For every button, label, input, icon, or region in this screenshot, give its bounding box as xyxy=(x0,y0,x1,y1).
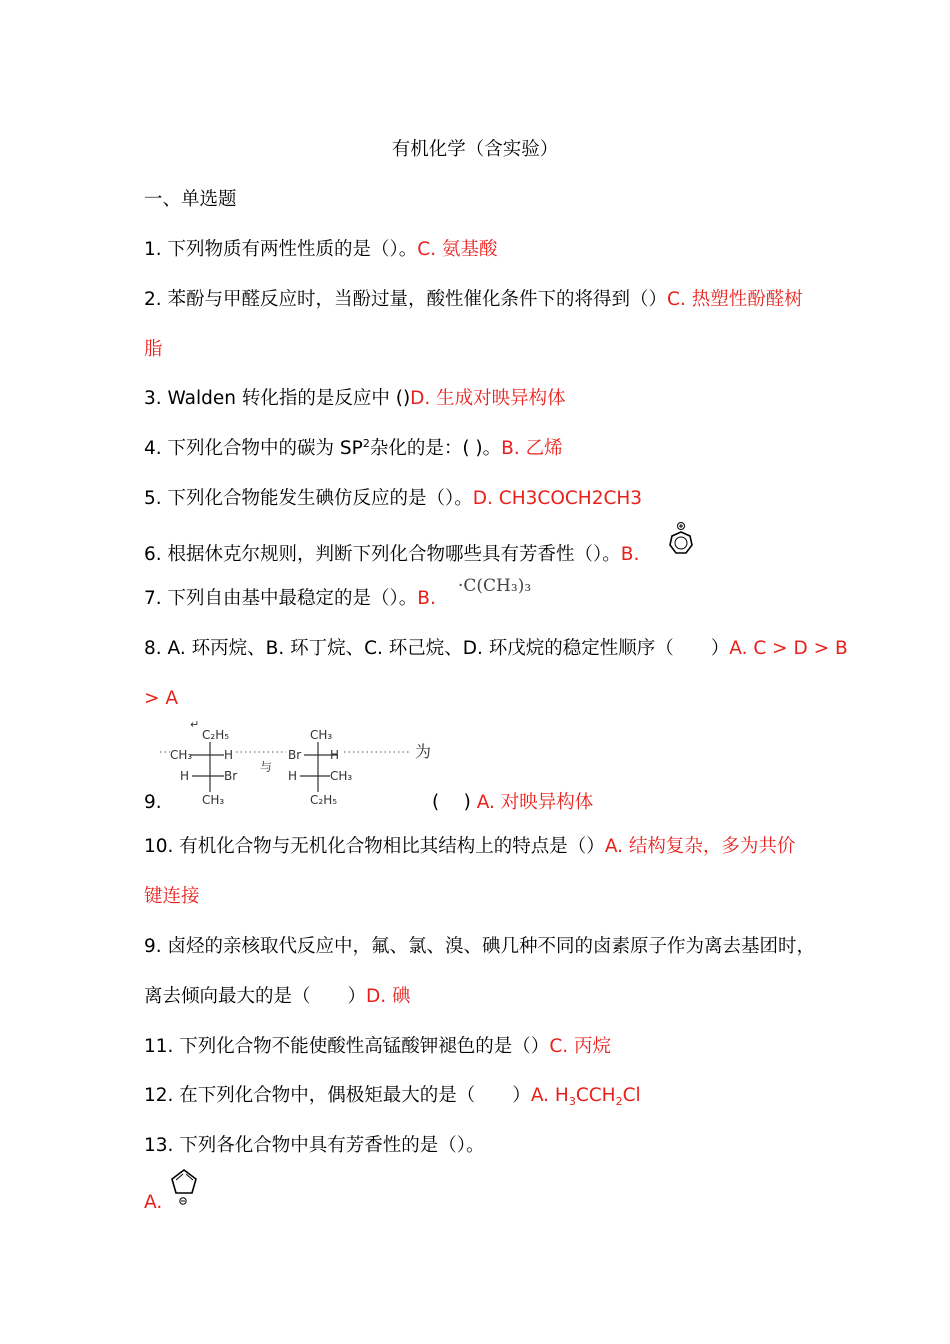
fischer-right-left: Br xyxy=(288,748,302,762)
question-9-number: 9. xyxy=(144,792,162,813)
question-text-cont: 杂化的是：( )。 xyxy=(369,438,502,459)
fischer-left-right-top: H xyxy=(224,748,234,762)
answer-text: B. 乙烯 xyxy=(501,438,563,459)
tert-butyl-radical-formula: ·C(CH₃)₃ xyxy=(458,576,532,596)
formula-part: Cl xyxy=(622,1085,641,1106)
question-text: 10. 有机化合物与无机化合物相比其结构上的特点是（） xyxy=(144,836,605,857)
question-6 xyxy=(144,542,814,568)
and-label: 与 xyxy=(260,760,273,774)
answer-continuation: > A xyxy=(144,688,179,709)
answer-text: A. xyxy=(144,1192,163,1213)
subscript: 3 xyxy=(568,1095,576,1108)
fischer-right-bottom: C₂H₅ xyxy=(310,793,338,807)
question-text: 11. 下列化合物不能使酸性高锰酸钾褪色的是（） xyxy=(144,1036,550,1057)
superscript: 2 xyxy=(362,437,370,450)
answer-continuation: 脂 xyxy=(144,339,163,360)
question-13: 13. 下列各化合物中具有芳香性的是（）。 xyxy=(144,1135,485,1156)
formula-part: CCH xyxy=(575,1085,616,1106)
answer-text: C. 氨基酸 xyxy=(417,239,498,260)
answer-text: C. 热塑性酚醛树 xyxy=(667,289,803,310)
fischer-left-left: CH₃ xyxy=(170,748,193,762)
question-text: 1. 下列物质有两性性质的是（）。 xyxy=(144,239,418,260)
cyclopentadienyl-anion-icon xyxy=(166,1164,202,1208)
answer-blank: ( ) xyxy=(432,792,471,813)
question-1 xyxy=(144,237,814,263)
answer-text: C. 丙烷 xyxy=(549,1036,611,1057)
fischer-left-bottom: CH₃ xyxy=(202,793,225,807)
return-mark: ↵ xyxy=(190,718,200,731)
question-text: 7. 下列自由基中最稳定的是（）。 xyxy=(144,588,418,609)
question-9b-cont xyxy=(144,984,814,1010)
question-9b: 9. 卤烃的亲核取代反应中，氟、氯、溴、碘几种不同的卤素原子作为离去基团时， xyxy=(144,936,816,957)
question-text: 6. 根据休克尔规则，判断下列化合物哪些具有芳香性（）。 xyxy=(144,544,621,565)
question-2 xyxy=(144,287,814,313)
question-text: 3. Walden 转化指的是反应中 () xyxy=(144,388,411,409)
tropylium-cation-icon xyxy=(664,522,698,560)
fischer-left-top: C₂H₅ xyxy=(202,728,230,742)
question-11 xyxy=(144,1034,814,1060)
answer-text: A. 对映异构体 xyxy=(476,792,594,813)
fischer-left-right-bottom: Br xyxy=(224,769,238,783)
answer-continuation: 键连接 xyxy=(144,886,200,907)
section-heading: 一、单选题 xyxy=(144,189,237,210)
answer-text: A. C > D > B xyxy=(729,638,848,659)
question-4 xyxy=(144,436,814,462)
subscript: 2 xyxy=(615,1095,623,1108)
question-text: 2. 苯酚与甲醛反应时，当酚过量，酸性催化条件下的将得到（） xyxy=(144,289,668,310)
answer-text: A. 结构复杂，多为共价 xyxy=(604,836,796,857)
answer-text: B. xyxy=(417,588,436,609)
question-text: 离去倾向最大的是（ ） xyxy=(144,986,367,1007)
question-8 xyxy=(144,636,848,662)
fischer-left-left-bottom: H xyxy=(180,769,190,783)
question-12 xyxy=(144,1083,814,1109)
answer-text: B. xyxy=(620,544,640,565)
fischer-right-right-top: H xyxy=(330,748,340,762)
is-label: 为 xyxy=(415,742,432,761)
question-10 xyxy=(144,834,814,860)
answer-text: D. CH3COCH2CH3 xyxy=(472,488,643,509)
page-title: 有机化学（含实验） xyxy=(391,139,559,160)
question-9-answer xyxy=(432,790,812,816)
formula-part: A. H xyxy=(530,1085,569,1106)
question-text: 8. A. 环丙烷、B. 环丁烷、C. 环己烷、D. 环戊烷的稳定性顺序（ ） xyxy=(144,638,730,659)
answer-text: D. 生成对映异构体 xyxy=(410,388,566,409)
question-text: 12. 在下列化合物中，偶极矩最大的是（ ） xyxy=(144,1085,531,1106)
question-text: 5. 下列化合物能发生碘仿反应的是（）。 xyxy=(144,488,473,509)
fischer-right-right-bottom: CH₃ xyxy=(330,769,353,783)
fischer-right-left-bottom: H xyxy=(288,769,298,783)
question-3 xyxy=(144,386,814,412)
answer-text: D. 碘 xyxy=(366,986,411,1007)
answer-formula xyxy=(531,1085,641,1106)
question-text: 4. 下列化合物中的碳为 SP xyxy=(144,438,363,459)
question-5 xyxy=(144,486,814,512)
fischer-right-top: CH₃ xyxy=(310,728,333,742)
